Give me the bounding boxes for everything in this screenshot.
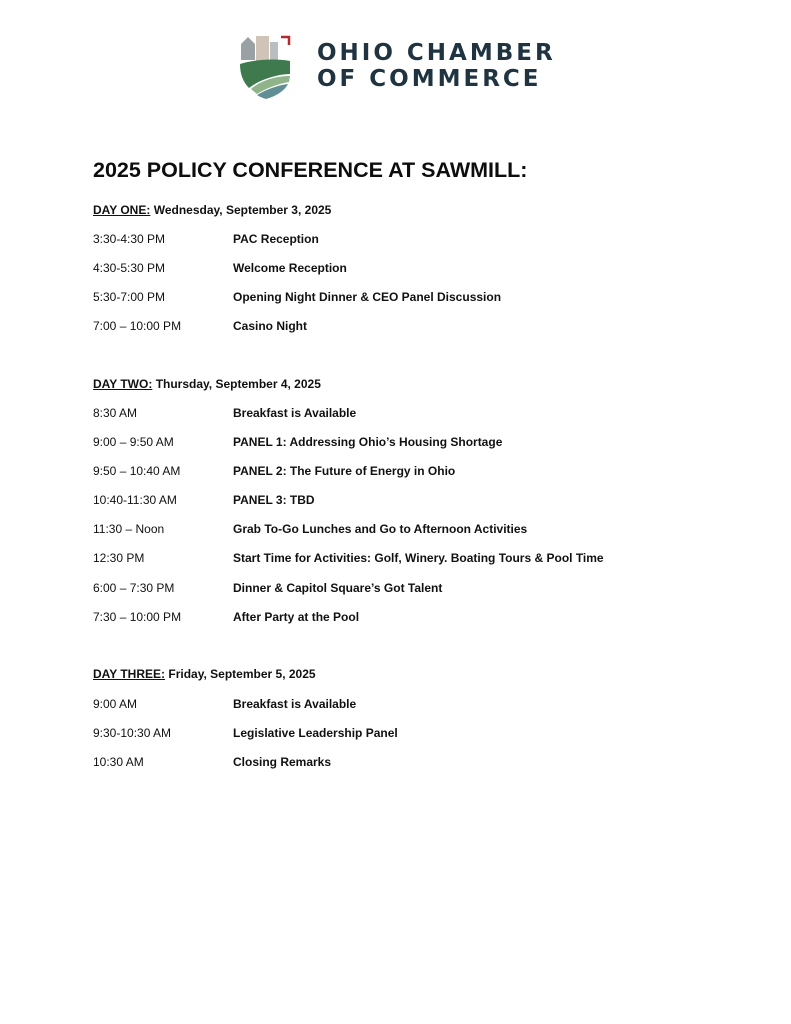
schedule-event: PANEL 3: TBD (233, 493, 315, 507)
schedule-time: 11:30 – Noon (93, 522, 165, 536)
day-label: DAY THREE: (93, 667, 166, 681)
schedule-time: 7:30 – 10:00 PM (93, 610, 182, 624)
ohio-chamber-logo (239, 34, 556, 100)
schedule-time: 6:00 – 7:30 PM (93, 581, 175, 595)
day-date: Friday, September 5, 2025 (168, 667, 316, 681)
schedule-time: 9:00 AM (93, 697, 138, 711)
schedule-event: PANEL 1: Addressing Ohio’s Housing Shortage (233, 435, 503, 449)
day-label: DAY TWO: (93, 377, 153, 391)
logo-line-1: OHIO CHAMBER (317, 40, 556, 66)
schedule-event: Closing Remarks (233, 755, 332, 769)
schedule-event: Opening Night Dinner & CEO Panel Discussion (233, 290, 502, 304)
schedule-time: 10:30 AM (93, 755, 144, 769)
schedule-event: Welcome Reception (233, 261, 347, 275)
logo-wordmark (317, 40, 556, 92)
day-label: DAY ONE: (93, 203, 151, 217)
ohio-chamber-emblem-icon (239, 34, 293, 100)
day-three-heading (93, 667, 316, 681)
day-one-heading (93, 203, 331, 217)
schedule-time: 7:00 – 10:00 PM (93, 319, 182, 333)
schedule-event: PAC Reception (233, 232, 319, 246)
schedule-event: Grab To-Go Lunches and Go to Afternoon Activities (233, 522, 528, 536)
schedule-event: Breakfast is Available (233, 697, 357, 711)
schedule-time: 4:30-5:30 PM (93, 261, 166, 275)
schedule-event: Legislative Leadership Panel (233, 726, 398, 740)
schedule-time: 10:40-11:30 AM (93, 493, 177, 507)
schedule-event: Start Time for Activities: Golf, Winery. Boating Tours & Pool Time (233, 551, 604, 565)
schedule-time: 8:30 AM (93, 406, 138, 420)
day-date: Thursday, September 4, 2025 (155, 377, 321, 391)
schedule-time: 9:00 – 9:50 AM (93, 435, 174, 449)
schedule-event: Dinner & Capitol Square’s Got Talent (233, 581, 443, 595)
logo-line-2: OF COMMERCE (317, 66, 542, 92)
page-title: 2025 POLICY CONFERENCE AT SAWMILL: (93, 158, 528, 182)
schedule-event: PANEL 2: The Future of Energy in Ohio (233, 464, 456, 478)
schedule-time: 3:30-4:30 PM (93, 232, 166, 246)
day-date: Wednesday, September 3, 2025 (153, 203, 332, 217)
schedule-event: Casino Night (233, 319, 307, 333)
day-two-heading (93, 377, 321, 391)
schedule-event: Breakfast is Available (233, 406, 357, 420)
schedule-time: 5:30-7:00 PM (93, 290, 166, 304)
schedule-time: 9:30-10:30 AM (93, 726, 172, 740)
schedule-event: After Party at the Pool (233, 610, 360, 624)
schedule-time: 12:30 PM (93, 551, 145, 565)
schedule-time: 9:50 – 10:40 AM (93, 464, 181, 478)
